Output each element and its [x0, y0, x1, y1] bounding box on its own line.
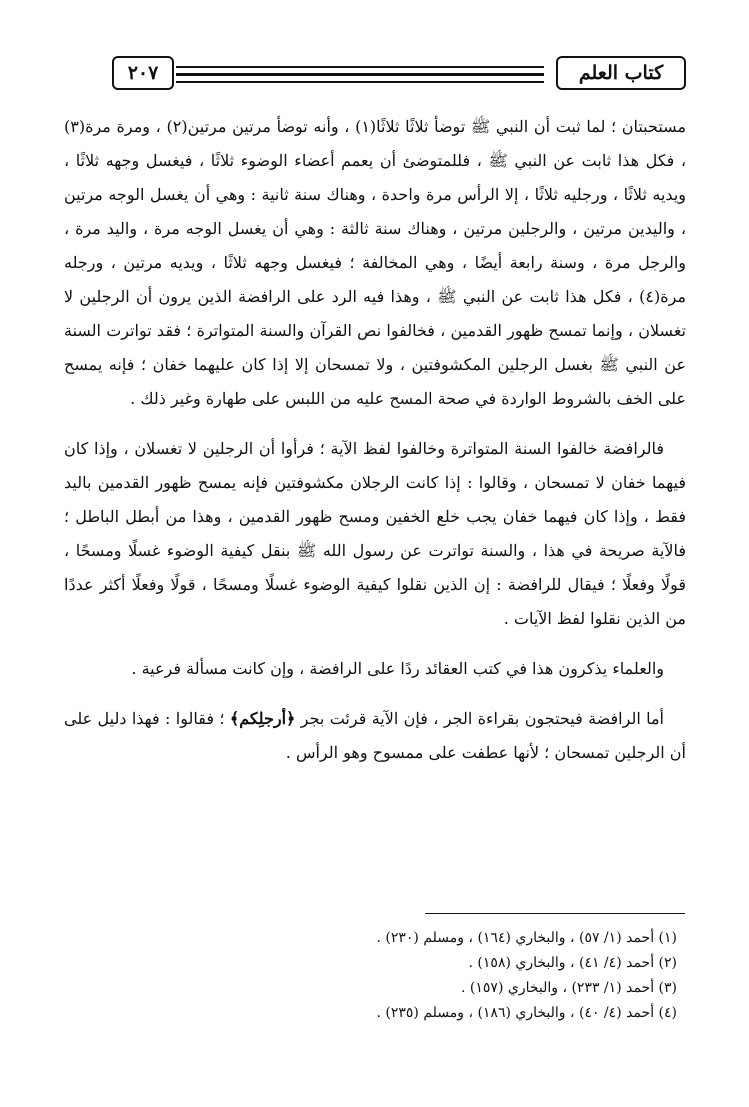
paragraph-text: أما الرافضة فيحتجون بقراءة الجر ، فإن الآية قرئت بجر	[295, 709, 665, 728]
paragraph: فالرافضة خالفوا السنة المتواترة وخالفوا لفظ الآية ؛ فرأوا أن الرجلين لا تغسلان ، وإذا كان فيهما خفان لا تمسحان ، وقالوا : إذا كانت الرجلان مكشوفتين فإنه يمسح ظهور القدمين باليد فقط ، وإذا كان فيهما خفان يجب خلع الخفين ومسح ظهور القدمين ، وهذا من أبطل الباطل ؛ فالآية صريحة في هذا ، والسنة تواترت عن رسول الله ﷺ بنقل كيفية الوضوء غسلًا ومسحًا ، قولًا وفعلًا ؛ فيقال للرافضة : إن الذين نقلوا كيفية الوضوء غسلًا ومسحًا ، قولًا وفعلًا أكثر عددًا من الذين نقلوا لفظ الآيات .	[64, 439, 687, 628]
chapter-title: كتاب العلم	[556, 56, 686, 90]
paragraph-text: ؛ فقالوا : فهذا دليل على أن الرجلين تمسحان ؛ لأنها عطفت على ممسوح وهو الرأس .	[64, 709, 686, 762]
paragraph	[64, 702, 686, 770]
footnote: (٣) أحمد (١/ ٢٣٣) ، والبخاري (١٥٧) .	[461, 980, 677, 996]
page-number: ٢٠٧	[112, 56, 174, 90]
footnote: (١) أحمد (١/ ٥٧) ، والبخاري (١٦٤) ، ومسلم (٢٣٠) .	[376, 930, 677, 946]
paragraph: مستحبتان ؛ لما ثبت أن النبي ﷺ توضأ ثلاثًا ثلاثًا(١) ، وأنه توضأ مرتين مرتين(٢) ، ومرة مرة(٣) ، فكل هذا ثابت عن النبي ﷺ ، فللمتوضئ أن يعمم أعضاء الوضوء ثلاثًا ، فيغسل وجهه ثلاثًا ، ويديه ثلاثًا ، ورجليه ثلاثًا ، إلا الرأس مرة واحدة ، وهناك سنة ثانية : وهي أن يغسل الوجه مرتين ، واليدين مرتين ، والرجلين مرتين ، وهناك سنة ثالثة : وهي أن يغسل الوجه مرة ، واليد مرة ، والرجل مرة ، وسنة رابعة أيضًا ، وهي المخالفة ؛ فيغسل وجهه ثلاثًا ، ويديه مرتين ، ورجله مرة(٤) ، فكل هذا ثابت عن النبي ﷺ ، وهذا فيه الرد على الرافضة الذين يرون أن الرجلين لا تغسلان ، وإنما تمسح ظهور القدمين ، فخالفوا نص القرآن والسنة المتواترة ؛ فقد تواترت السنة عن النبي ﷺ بغسل الرجلين المكشوفتين ، ولا تمسحان إلا إذا كان عليهما خفان ؛ فإنه يمسح على الخف بالشروط الواردة في صحة المسح عليه من اللبس على طهارة وغير ذلك .	[64, 117, 686, 408]
header-rule	[176, 81, 544, 83]
footnotes	[63, 926, 685, 1026]
quran-quote: ﴿أرجلِكم﴾	[229, 709, 296, 728]
footnote: (٢) أحمد (٤/ ٤١) ، والبخاري (١٥٨) .	[468, 955, 677, 971]
main-text	[64, 110, 686, 786]
header-rule	[176, 66, 544, 68]
page-header	[64, 52, 686, 96]
footnote: (٤) أحمد (٤/ ٤٠) ، والبخاري (١٨٦) ، ومسلم (٢٣٥) .	[376, 1005, 677, 1021]
footnote-separator	[425, 913, 685, 914]
header-rule	[176, 73, 544, 76]
paragraph: والعلماء يذكرون هذا في كتب العقائد ردًا على الرافضة ، وإن كانت مسألة فرعية .	[131, 659, 664, 678]
